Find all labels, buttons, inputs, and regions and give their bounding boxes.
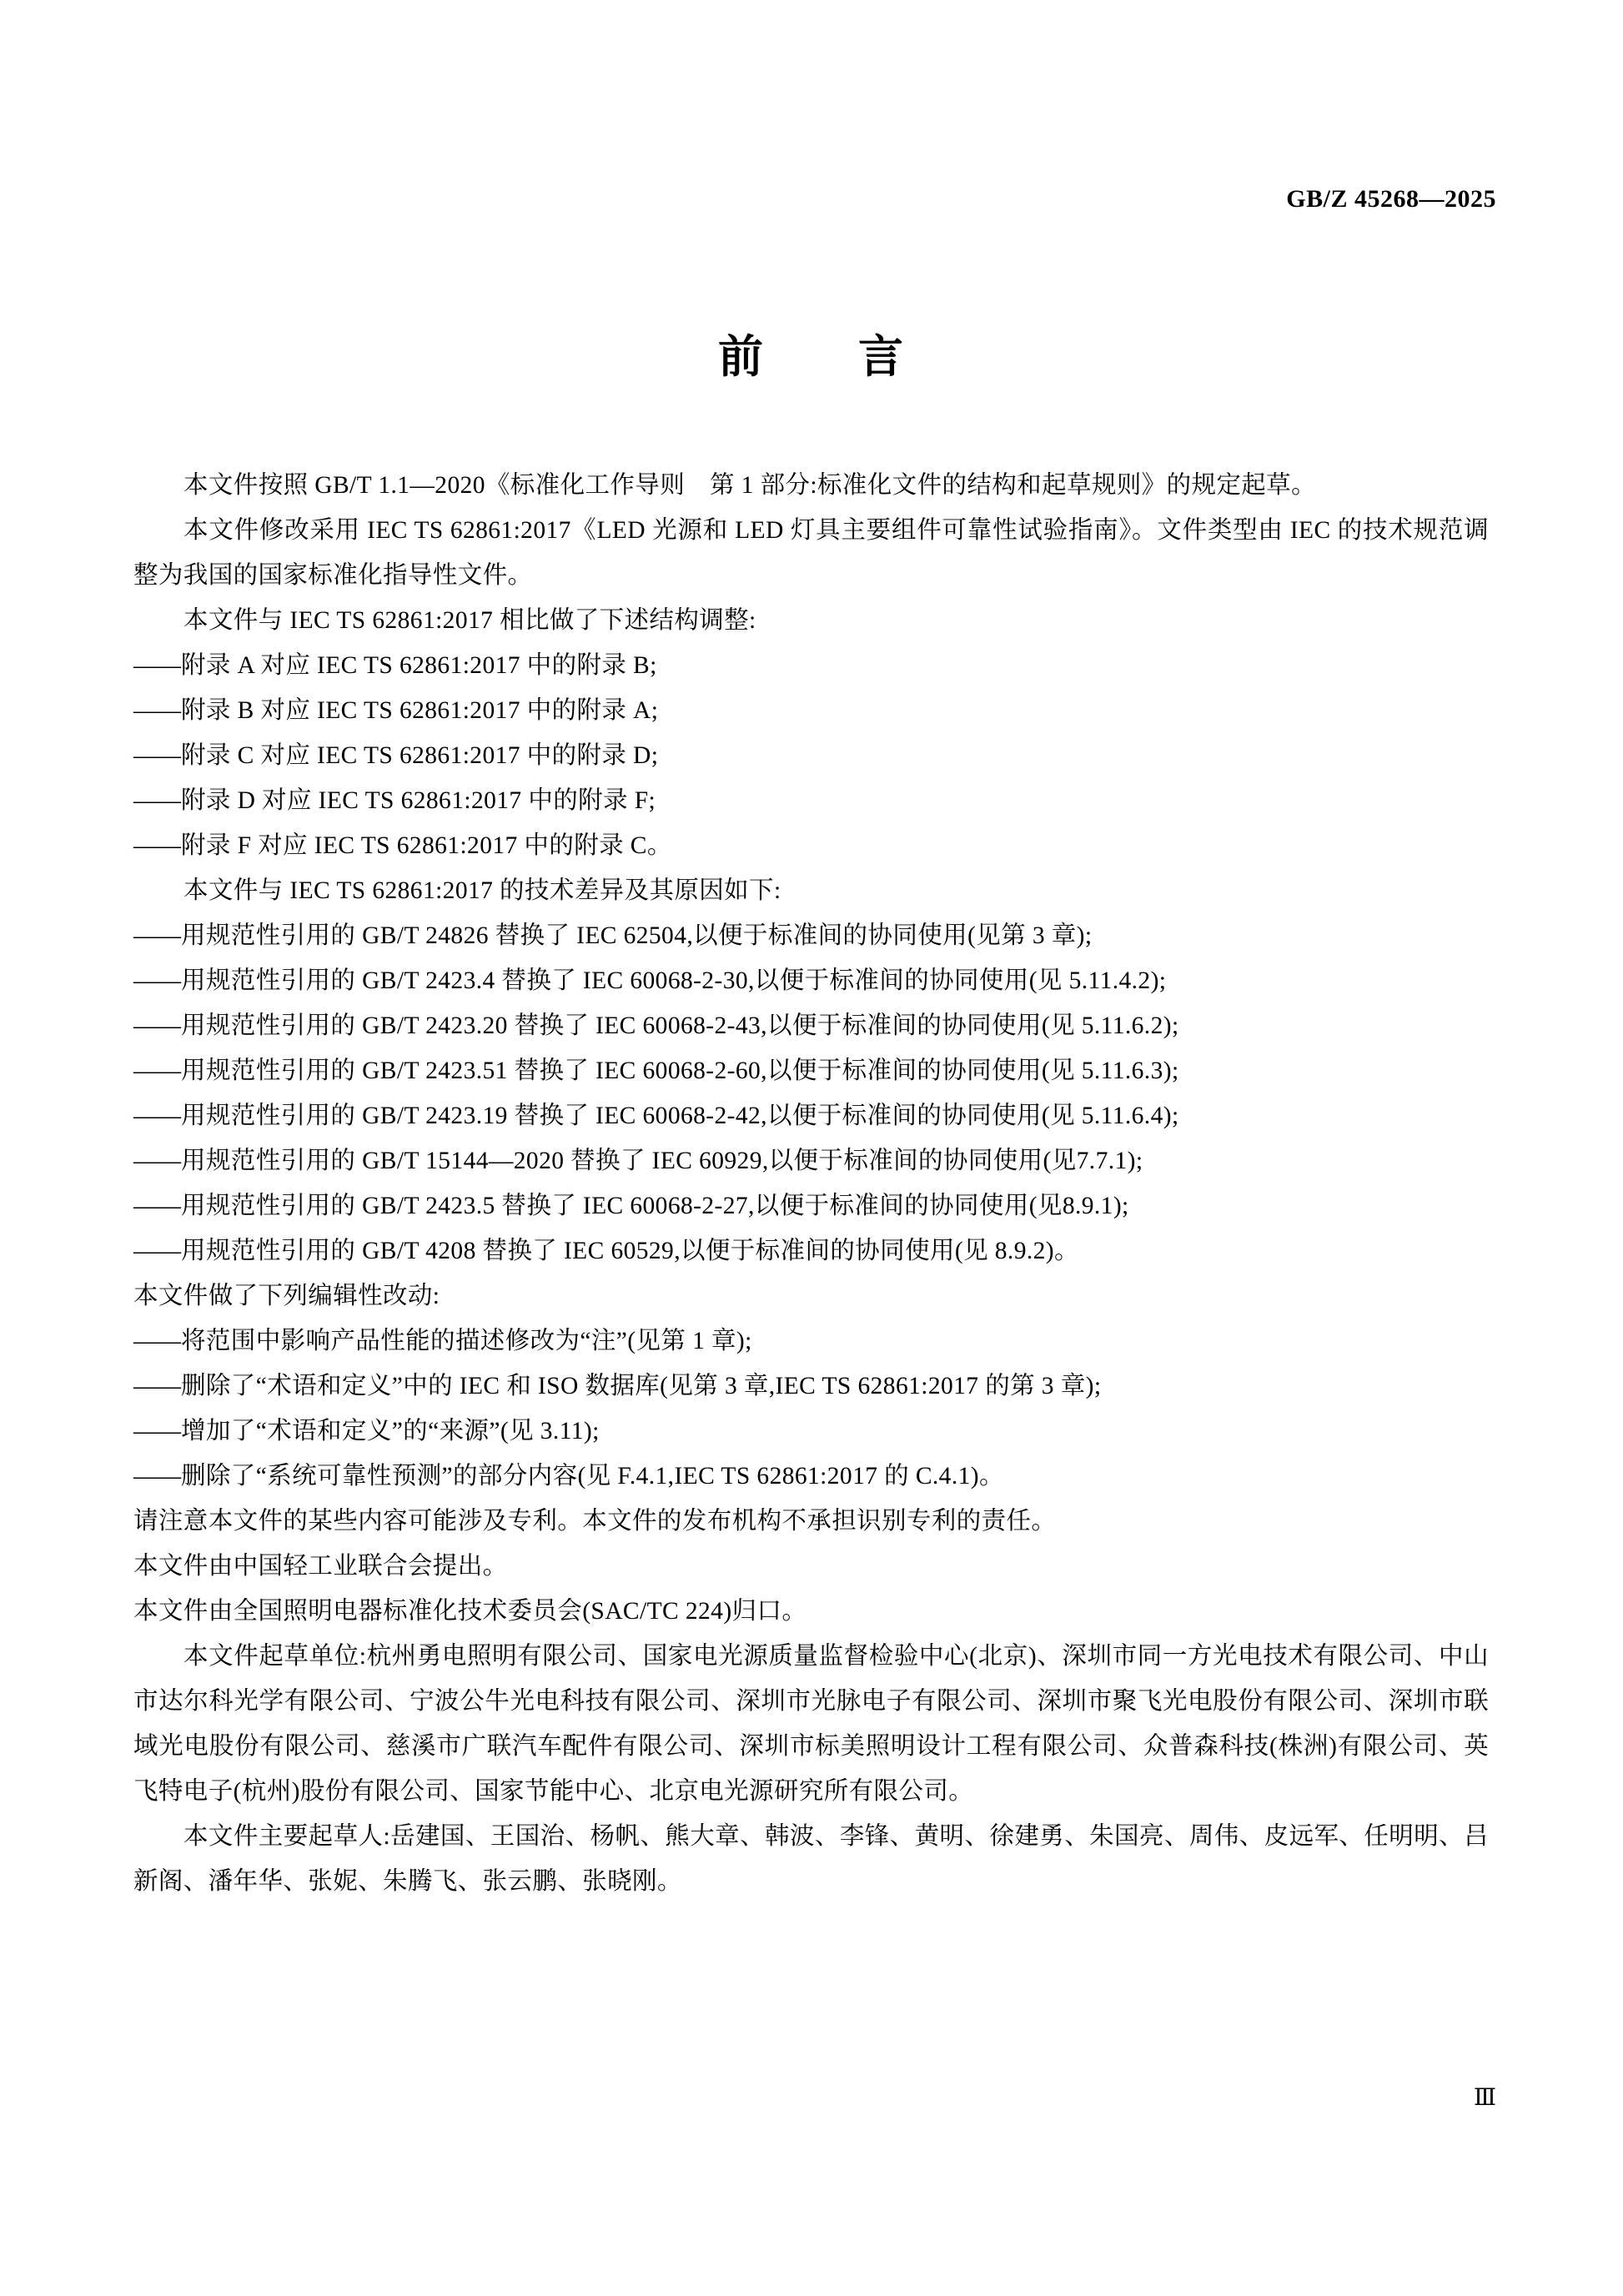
em-dash-marker: ——	[133, 1103, 179, 1129]
em-dash-marker: ——	[133, 832, 179, 859]
paragraph-structural-intro: 本文件与 IEC TS 62861:2017 相比做了下述结构调整:	[183, 607, 756, 634]
em-dash-marker: ——	[133, 1328, 179, 1354]
list-item-editorial: ——删除了“术语和定义”中的 IEC 和 ISO 数据库(见第 3 章,IEC TS 62861:2017 的第 3 章);	[133, 1373, 1102, 1399]
em-dash-marker: ——	[133, 787, 179, 814]
em-dash-marker: ——	[133, 1463, 179, 1490]
list-item-structural: ——附录 D 对应 IEC TS 62861:2017 中的附录 F;	[133, 787, 656, 814]
em-dash-marker: ——	[133, 922, 179, 949]
list-item-structural: ——附录 B 对应 IEC TS 62861:2017 中的附录 A;	[133, 697, 659, 724]
list-item-technical: ——用规范性引用的 GB/T 2423.20 替换了 IEC 60068-2-43,以便于标准间的协同使用(见 5.11.6.2);	[133, 1012, 1179, 1039]
paragraph-drafting-organizations: 本文件起草单位:杭州勇电照明有限公司、国家电光源质量监督检验中心(北京)、深圳市同一方光电技术有限公司、中山市达尔科光学有限公司、宁波公牛光电科技有限公司、深圳市光脉电子有限公司、深圳市聚飞光电股份有限公司、深圳市联域光电股份有限公司、慈溪市广联汽车配件有限公司、深圳市标美照明设计工程有限公司、众普森科技(株洲)有限公司、英飞特电子(杭州)股份有限公司、国家节能中心、北京电光源研究所有限公司。	[133, 1643, 1489, 1805]
list-item-structural: ——附录 A 对应 IEC TS 62861:2017 中的附录 B;	[133, 652, 657, 679]
em-dash-marker: ——	[133, 652, 179, 679]
em-dash-marker: ——	[133, 1193, 179, 1219]
list-item-technical: ——用规范性引用的 GB/T 2423.51 替换了 IEC 60068-2-60,以便于标准间的协同使用(见 5.11.6.3);	[133, 1058, 1179, 1084]
paragraph-proposed-by: 本文件由中国轻工业联合会提出。	[133, 1553, 508, 1580]
list-item-technical: ——用规范性引用的 GB/T 2423.19 替换了 IEC 60068-2-42,以便于标准间的协同使用(见 5.11.6.4);	[133, 1103, 1179, 1129]
paragraph-adoption: 本文件修改采用 IEC TS 62861:2017《LED 光源和 LED 灯具主要组件可靠性试验指南》。文件类型由 IEC 的技术规范调整为我国的国家标准化指导性文件。	[133, 517, 1489, 589]
list-item-structural: ——附录 F 对应 IEC TS 62861:2017 中的附录 C。	[133, 832, 672, 859]
standard-number: GB/Z 45268—2025	[1286, 185, 1496, 213]
running-header	[0, 185, 1496, 214]
paragraph-editorial-intro: 本文件做了下列编辑性改动:	[133, 1283, 440, 1309]
folio-value: Ⅲ	[1473, 2085, 1496, 2111]
em-dash-marker: ——	[133, 1418, 179, 1444]
page-title: 前 言	[718, 332, 905, 382]
list-item-technical: ——用规范性引用的 GB/T 4208 替换了 IEC 60529,以便于标准间的协同使用(见 8.9.2)。	[133, 1238, 1079, 1264]
list-item-technical: ——用规范性引用的 GB/T 2423.4 替换了 IEC 60068-2-30,以便于标准间的协同使用(见 5.11.4.2);	[133, 967, 1167, 994]
em-dash-marker: ——	[133, 1373, 179, 1399]
paragraph-main-drafters: 本文件主要起草人:岳建国、王国治、杨帆、熊大章、韩波、李锋、黄明、徐建勇、朱国亮、周伟、皮远军、任明明、吕新阁、潘年华、张妮、朱腾飞、张云鹏、张晓刚。	[133, 1823, 1489, 1895]
list-item-technical: ——用规范性引用的 GB/T 2423.5 替换了 IEC 60068-2-27,以便于标准间的协同使用(见8.9.1);	[133, 1193, 1129, 1219]
paragraph-patent-notice: 请注意本文件的某些内容可能涉及专利。本文件的发布机构不承担识别专利的责任。	[133, 1508, 1057, 1535]
page-number	[0, 2083, 1496, 2112]
paragraph-technical-intro: 本文件与 IEC TS 62861:2017 的技术差异及其原因如下:	[183, 877, 781, 904]
list-item-editorial: ——删除了“系统可靠性预测”的部分内容(见 F.4.1,IEC TS 62861:2017 的 C.4.1)。	[133, 1463, 1004, 1490]
em-dash-marker: ——	[133, 1058, 179, 1084]
list-item-structural: ——附录 C 对应 IEC TS 62861:2017 中的附录 D;	[133, 742, 659, 769]
body-column	[133, 463, 1489, 1904]
em-dash-marker: ——	[133, 967, 179, 994]
em-dash-marker: ——	[133, 1012, 179, 1039]
list-item-editorial: ——增加了“术语和定义”的“来源”(见 3.11);	[133, 1418, 600, 1444]
em-dash-marker: ——	[133, 1238, 179, 1264]
em-dash-marker: ——	[133, 1148, 179, 1174]
paragraph-under-jurisdiction: 本文件由全国照明电器标准化技术委员会(SAC/TC 224)归口。	[133, 1598, 807, 1625]
list-item-technical: ——用规范性引用的 GB/T 15144—2020 替换了 IEC 60929,以便于标准间的协同使用(见7.7.1);	[133, 1148, 1143, 1174]
paragraph-drafting-rule: 本文件按照 GB/T 1.1—2020《标准化工作导则 第 1 部分:标准化文件的结构和起草规则》的规定起草。	[183, 472, 1316, 499]
em-dash-marker: ——	[133, 742, 179, 769]
list-item-editorial: ——将范围中影响产品性能的描述修改为“注”(见第 1 章);	[133, 1328, 752, 1354]
em-dash-marker: ——	[133, 697, 179, 724]
list-item-technical: ——用规范性引用的 GB/T 24826 替换了 IEC 62504,以便于标准间的协同使用(见第 3 章);	[133, 922, 1093, 949]
